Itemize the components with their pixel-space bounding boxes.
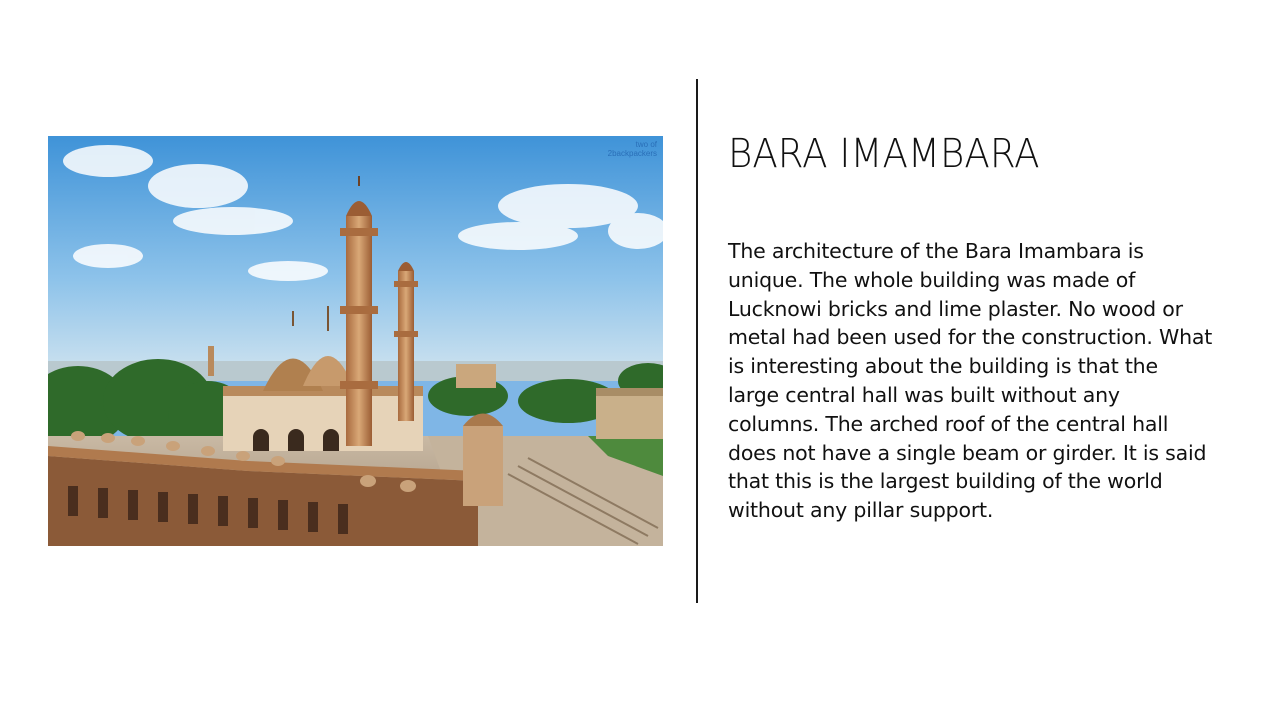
vertical-divider [696,79,698,603]
bara-imambara-photo [48,136,663,546]
slide-title: BARA IMAMBARA [728,131,1040,177]
slide-body-text: The architecture of the Bara Imambara is unique. The whole building was made of Lucknowi bricks and lime plaster. No wood or metal had been used for the construction. What is interesting about the building is that the large central hall was built without any columns. The arched roof of the central hall does not have a single beam or girder. It is said that this is the largest building of the world without any pillar support. [728,239,1213,523]
photo-watermark: two of 2backpackers [607,140,657,158]
photo-illustration [48,136,663,546]
